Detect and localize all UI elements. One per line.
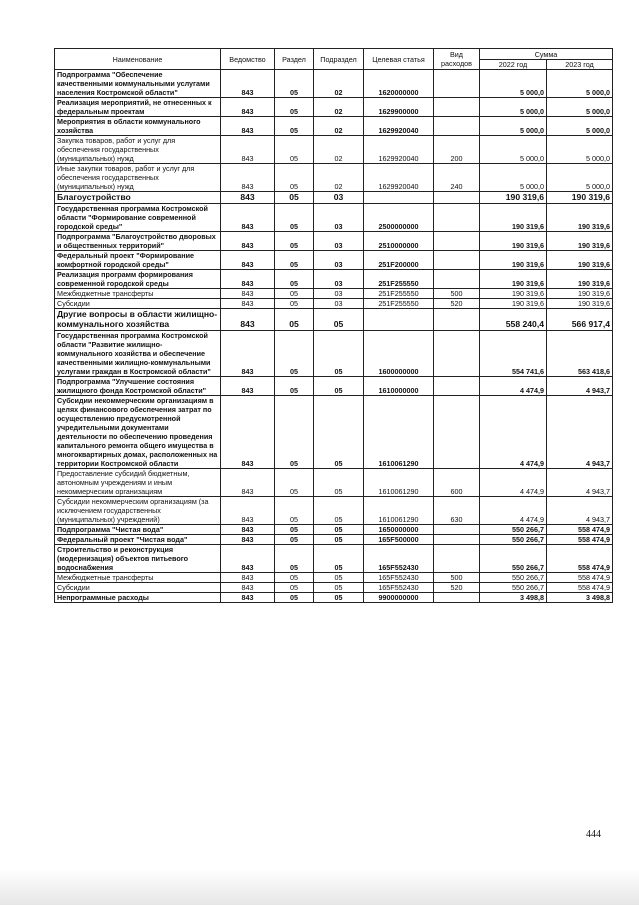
table-row [55,192,613,204]
row-vedomstvo: 843 [221,117,275,136]
row-sum-2022: 5 000,0 [480,117,547,136]
row-target: 1629900000 [364,98,434,117]
row-sum-2022: 558 240,4 [480,308,547,330]
row-podrazdel: 05 [314,395,364,468]
row-sum-2023: 3 498,8 [547,592,613,602]
row-podrazdel: 03 [314,231,364,250]
row-name: Подпрограмма "Обеспечение качественными коммунальными услугами населения Костромской области" [55,70,221,98]
row-vid [434,98,480,117]
row-vid [434,250,480,269]
row-razdel: 05 [275,203,314,231]
table-row [55,117,613,136]
table-row [55,496,613,524]
row-podrazdel: 05 [314,582,364,592]
row-razdel: 05 [275,524,314,534]
row-name: Государственная программа Костромской области "Развитие жилищно-коммунального хозяйства и обеспечение качественными жилищно-коммунальными услугами граждан в Костромской области" [55,330,221,376]
header-podrazdel: Подраздел [314,49,364,70]
row-name: Подпрограмма "Чистая вода" [55,524,221,534]
table-row [55,376,613,395]
row-sum-2023: 5 000,0 [547,70,613,98]
table-row [55,524,613,534]
row-vid: 200 [434,136,480,164]
row-sum-2023: 558 474,9 [547,544,613,572]
row-sum-2022: 190 319,6 [480,203,547,231]
row-target [364,308,434,330]
row-target: 251F255550 [364,269,434,288]
table-row [55,395,613,468]
row-vid [434,117,480,136]
row-sum-2022: 554 741,6 [480,330,547,376]
row-vedomstvo: 843 [221,203,275,231]
row-sum-2023: 190 319,6 [547,298,613,308]
row-razdel: 05 [275,376,314,395]
row-vedomstvo: 843 [221,308,275,330]
row-razdel: 05 [275,70,314,98]
row-target: 165F552430 [364,582,434,592]
row-name: Подпрограмма "Благоустройство дворовых и общественных территорий" [55,231,221,250]
page-number: 444 [586,829,601,840]
row-podrazdel: 05 [314,468,364,496]
row-podrazdel: 05 [314,534,364,544]
row-vedomstvo: 843 [221,269,275,288]
row-sum-2023: 4 943,7 [547,376,613,395]
row-razdel: 05 [275,330,314,376]
row-vid: 500 [434,572,480,582]
table-body [55,70,613,603]
row-vedomstvo: 843 [221,250,275,269]
row-target: 1610061290 [364,395,434,468]
table-row [55,98,613,117]
table-row [55,269,613,288]
row-vedomstvo: 843 [221,534,275,544]
row-podrazdel: 05 [314,592,364,602]
row-razdel: 05 [275,534,314,544]
row-name: Федеральный проект "Формирование комфортной городской среды" [55,250,221,269]
row-podrazdel: 05 [314,572,364,582]
row-target: 2510000000 [364,231,434,250]
row-name: Реализация программ формирования современной городской среды [55,269,221,288]
table-row [55,298,613,308]
row-podrazdel: 05 [314,496,364,524]
row-sum-2023: 566 917,4 [547,308,613,330]
row-razdel: 05 [275,117,314,136]
row-vedomstvo: 843 [221,468,275,496]
row-sum-2023: 190 319,6 [547,288,613,298]
row-name: Непрограммные расходы [55,592,221,602]
row-sum-2023: 5 000,0 [547,98,613,117]
row-podrazdel: 02 [314,164,364,192]
row-sum-2023: 190 319,6 [547,250,613,269]
row-name: Государственная программа Костромской области "Формирование современной городской среды" [55,203,221,231]
row-target: 1600000000 [364,330,434,376]
row-vid: 500 [434,288,480,298]
table-row [55,136,613,164]
table-row [55,572,613,582]
row-razdel: 05 [275,250,314,269]
row-sum-2022: 4 474,9 [480,496,547,524]
row-sum-2023: 5 000,0 [547,164,613,192]
header-year-2022: 2022 год [480,60,547,70]
row-vedomstvo: 843 [221,70,275,98]
row-vedomstvo: 843 [221,330,275,376]
row-sum-2022: 190 319,6 [480,298,547,308]
row-vid [434,330,480,376]
table-row [55,330,613,376]
header-vedomstvo: Ведомство [221,49,275,70]
header-year-2023: 2023 год [547,60,613,70]
header-target: Целевая статья [364,49,434,70]
row-sum-2022: 550 266,7 [480,572,547,582]
header-razdel: Раздел [275,49,314,70]
table-row [55,250,613,269]
row-name: Подпрограмма "Улучшение состояния жилищного фонда Костромской области" [55,376,221,395]
row-vedomstvo: 843 [221,582,275,592]
row-sum-2022: 550 266,7 [480,524,547,534]
table-row [55,70,613,98]
row-sum-2023: 190 319,6 [547,231,613,250]
row-vedomstvo: 843 [221,592,275,602]
table-header [55,49,613,70]
row-name: Закупка товаров, работ и услуг для обеспечения государственных (муниципальных) нужд [55,136,221,164]
row-razdel: 05 [275,582,314,592]
row-vedomstvo: 843 [221,524,275,534]
row-sum-2022: 4 474,9 [480,376,547,395]
row-target [364,192,434,204]
row-target: 1629920040 [364,117,434,136]
row-podrazdel: 03 [314,298,364,308]
row-sum-2023: 563 418,6 [547,330,613,376]
row-vid [434,544,480,572]
row-sum-2023: 4 943,7 [547,468,613,496]
row-sum-2023: 5 000,0 [547,117,613,136]
row-razdel: 05 [275,192,314,204]
row-vedomstvo: 843 [221,136,275,164]
row-name: Федеральный проект "Чистая вода" [55,534,221,544]
row-name: Иные закупки товаров, работ и услуг для обеспечения государственных (муниципальных) нужд [55,164,221,192]
row-target: 9900000000 [364,592,434,602]
row-sum-2023: 4 943,7 [547,395,613,468]
scan-shadow [0,869,639,905]
row-sum-2022: 190 319,6 [480,288,547,298]
row-sum-2022: 4 474,9 [480,395,547,468]
row-target: 251F255550 [364,298,434,308]
row-razdel: 05 [275,395,314,468]
row-sum-2022: 190 319,6 [480,269,547,288]
row-sum-2022: 4 474,9 [480,468,547,496]
row-name: Другие вопросы в области жилищно-коммунального хозяйства [55,308,221,330]
row-sum-2023: 190 319,6 [547,269,613,288]
row-razdel: 05 [275,164,314,192]
row-podrazdel: 03 [314,203,364,231]
row-razdel: 05 [275,468,314,496]
row-target: 251F200000 [364,250,434,269]
table-row [55,231,613,250]
row-podrazdel: 05 [314,524,364,534]
row-target: 1620000000 [364,70,434,98]
row-vid [434,192,480,204]
row-vid [434,70,480,98]
row-name: Субсидии некоммерческим организациям в целях финансового обеспечения затрат по осуществлению предусмотренной учредительными документами деятельности по обеспечению проведения капитального ремонта общего имущества в многоквартирных домах, расположенных на территории Костромской области [55,395,221,468]
row-name: Мероприятия в области коммунального хозяйства [55,117,221,136]
header-summa: Сумма [480,49,613,60]
table-row [55,534,613,544]
row-sum-2023: 558 474,9 [547,524,613,534]
row-sum-2023: 558 474,9 [547,572,613,582]
row-sum-2022: 5 000,0 [480,98,547,117]
header-vid: Вид расходов [434,49,480,70]
row-target: 251F255550 [364,288,434,298]
row-name: Благоустройство [55,192,221,204]
row-sum-2023: 190 319,6 [547,203,613,231]
row-vedomstvo: 843 [221,98,275,117]
row-vedomstvo: 843 [221,231,275,250]
table-row [55,203,613,231]
row-name: Предоставление субсидий бюджетным, автономным учреждениям и иным некоммерческим организациям [55,468,221,496]
row-vid [434,534,480,544]
row-target: 1650000000 [364,524,434,534]
row-name: Субсидии некоммерческим организациям (за исключением государственных (муниципальных) учреждений) [55,496,221,524]
row-sum-2023: 190 319,6 [547,192,613,204]
row-target: 165F552430 [364,572,434,582]
row-podrazdel: 02 [314,136,364,164]
row-sum-2023: 558 474,9 [547,534,613,544]
row-razdel: 05 [275,298,314,308]
row-target: 1629920040 [364,136,434,164]
row-vid [434,308,480,330]
row-name: Субсидии [55,582,221,592]
table-row [55,288,613,298]
row-razdel: 05 [275,308,314,330]
row-podrazdel: 02 [314,117,364,136]
budget-table [54,48,613,603]
row-name: Субсидии [55,298,221,308]
row-name: Межбюджетные трансферты [55,288,221,298]
row-sum-2022: 5 000,0 [480,136,547,164]
row-razdel: 05 [275,592,314,602]
row-sum-2023: 558 474,9 [547,582,613,592]
row-vid [434,269,480,288]
row-name: Реализация мероприятий, не отнесенных к федеральным проектам [55,98,221,117]
row-sum-2022: 190 319,6 [480,231,547,250]
row-sum-2023: 4 943,7 [547,496,613,524]
row-vid [434,395,480,468]
row-vid [434,592,480,602]
row-vedomstvo: 843 [221,192,275,204]
row-sum-2022: 3 498,8 [480,592,547,602]
row-podrazdel: 03 [314,192,364,204]
row-sum-2023: 5 000,0 [547,136,613,164]
row-razdel: 05 [275,98,314,117]
row-podrazdel: 03 [314,250,364,269]
row-vedomstvo: 843 [221,544,275,572]
row-vid [434,524,480,534]
row-podrazdel: 05 [314,330,364,376]
row-sum-2022: 5 000,0 [480,164,547,192]
row-razdel: 05 [275,231,314,250]
table-row [55,164,613,192]
row-sum-2022: 190 319,6 [480,250,547,269]
row-podrazdel: 05 [314,308,364,330]
table-row [55,592,613,602]
row-target: 2500000000 [364,203,434,231]
row-sum-2022: 550 266,7 [480,582,547,592]
table-row [55,468,613,496]
table-row [55,308,613,330]
row-name: Межбюджетные трансферты [55,572,221,582]
row-sum-2022: 550 266,7 [480,534,547,544]
row-vedomstvo: 843 [221,164,275,192]
row-razdel: 05 [275,572,314,582]
header-name: Наименование [55,49,221,70]
row-target: 1610061290 [364,468,434,496]
row-sum-2022: 190 319,6 [480,192,547,204]
row-vid: 630 [434,496,480,524]
row-target: 165F552430 [364,544,434,572]
row-razdel: 05 [275,269,314,288]
row-sum-2022: 550 266,7 [480,544,547,572]
row-vid: 600 [434,468,480,496]
row-target: 1610061290 [364,496,434,524]
row-podrazdel: 03 [314,269,364,288]
row-vid [434,376,480,395]
row-vid: 240 [434,164,480,192]
row-podrazdel: 02 [314,70,364,98]
row-podrazdel: 02 [314,98,364,117]
row-vedomstvo: 843 [221,572,275,582]
row-vedomstvo: 843 [221,288,275,298]
row-razdel: 05 [275,136,314,164]
row-podrazdel: 03 [314,288,364,298]
row-target: 165F500000 [364,534,434,544]
row-vedomstvo: 843 [221,395,275,468]
row-vedomstvo: 843 [221,298,275,308]
row-vedomstvo: 843 [221,496,275,524]
row-vid [434,203,480,231]
row-razdel: 05 [275,496,314,524]
row-podrazdel: 05 [314,544,364,572]
row-podrazdel: 05 [314,376,364,395]
row-vid [434,231,480,250]
row-target: 1610000000 [364,376,434,395]
row-razdel: 05 [275,544,314,572]
row-razdel: 05 [275,288,314,298]
row-vid: 520 [434,298,480,308]
table-row [55,544,613,572]
row-sum-2022: 5 000,0 [480,70,547,98]
row-vedomstvo: 843 [221,376,275,395]
row-vid: 520 [434,582,480,592]
table-row [55,582,613,592]
row-target: 1629920040 [364,164,434,192]
row-name: Строительство и реконструкция (модернизация) объектов питьевого водоснабжения [55,544,221,572]
